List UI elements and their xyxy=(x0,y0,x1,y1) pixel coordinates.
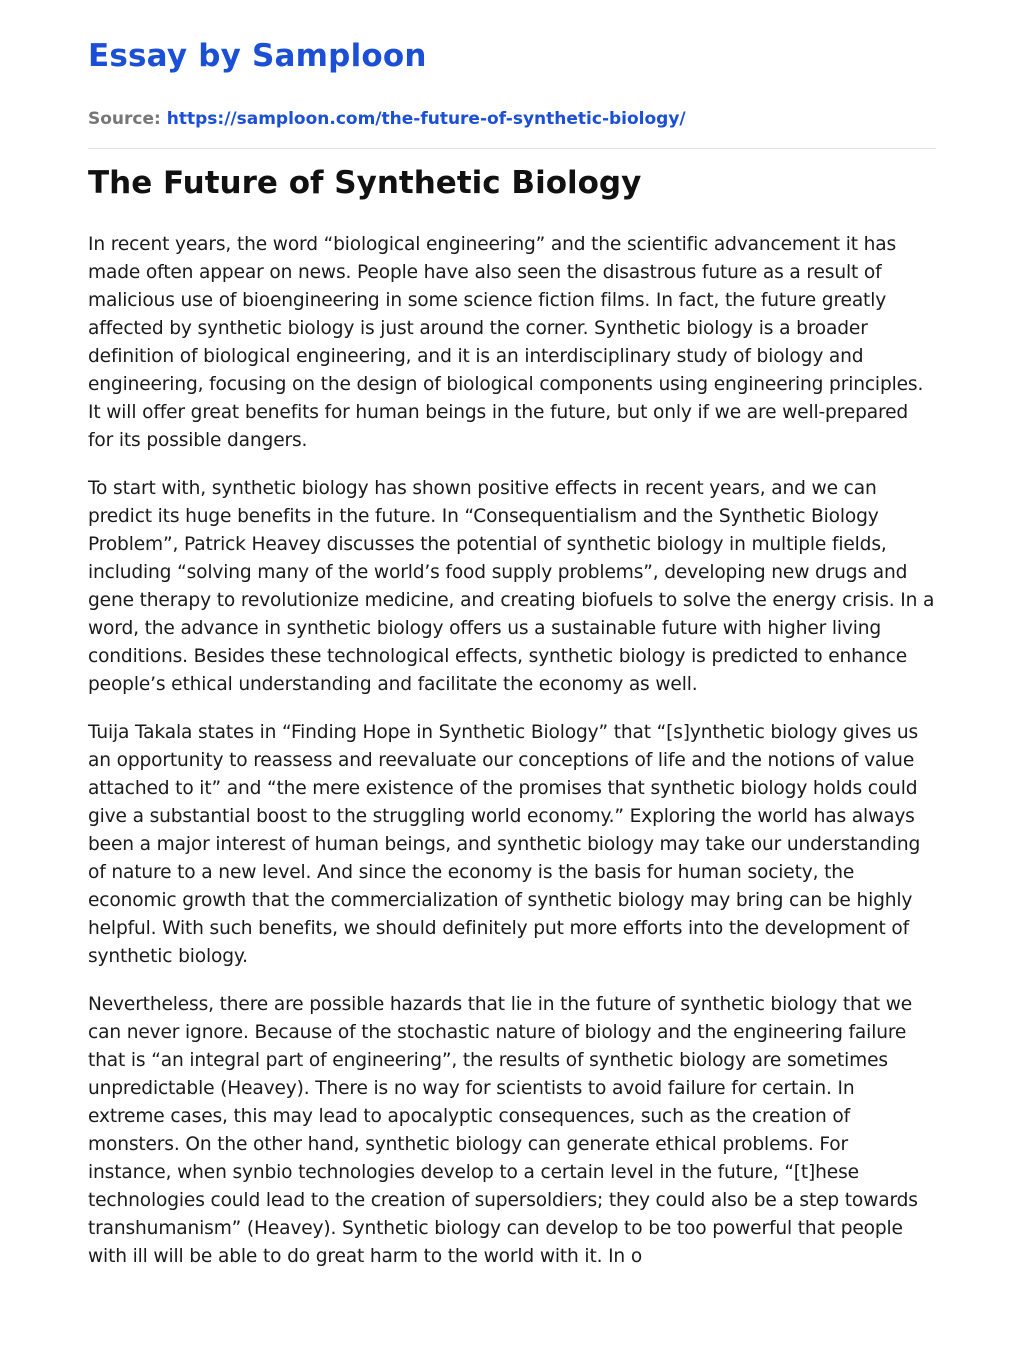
essay-paragraph-3: Tuija Takala states in “Finding Hope in Synthetic Biology” that “[s]ynthetic biology gives us an opportunity to reassess and reevaluate our conceptions of life and the notions of value attached to it” and “the mere existence of the promises that synthetic biology holds could give a substantial boost to the struggling world economy.” Exploring the world has always been a major interest of human beings, and synthetic biology may take our understanding of nature to a new level. And since the economy is the basis for human society, the economic growth that the commercialization of synthetic biology may bring can be highly helpful. With such benefits, we should definitely put more efforts into the development of synthetic biology. xyxy=(88,722,921,967)
essay-paragraph-1: In recent years, the word “biological engineering” and the scientific advancement it has made often appear on news. People have also seen the disastrous future as a result of malicious use of bioengineering in some science fiction films. In fact, the future greatly affected by synthetic biology is just around the corner. Synthetic biology is a broader definition of biological engineering, and it is an interdisciplinary study of biology and engineering, focusing on the design of biological components using engineering principles. It will offer great benefits for human beings in the future, but only if we are well-prepared for its possible dangers. xyxy=(88,234,924,451)
header-divider xyxy=(88,148,936,149)
source-line xyxy=(88,108,936,130)
source-link[interactable]: https://samploon.com/the-future-of-synthetic-biology/ xyxy=(166,109,686,129)
essay-body xyxy=(88,231,936,1271)
site-brand-title: Essay by Samploon xyxy=(88,38,427,74)
source-label: Source: xyxy=(88,109,161,129)
essay-title: The Future of Synthetic Biology xyxy=(88,165,642,201)
essay-paragraph-4: Nevertheless, there are possible hazards that lie in the future of synthetic biology that we can never ignore. Because of the stochastic nature of biology and the engineering failure that is “an integral part of engineering”, the results of synthetic biology are sometimes unpredictable (Heavey). There is no way for scientists to avoid failure for certain. In extreme cases, this may lead to apocalyptic consequences, such as the creation of monsters. On the other hand, synthetic biology can generate ethical problems. For instance, when synbio technologies develop to a certain level in the future, “[t]hese technologies could lead to the creation of supersoldiers; they could also be a step towards transhumanism” (Heavey). Synthetic biology can develop to be too powerful that people with ill will be able to do great harm to the world with it. In o xyxy=(88,994,918,1267)
essay-paragraph-2: To start with, synthetic biology has shown positive effects in recent years, and we can predict its huge benefits in the future. In “Consequentialism and the Synthetic Biology Problem”, Patrick Heavey discusses the potential of synthetic biology in multiple fields, including “solving many of the world’s food supply problems”, developing new drugs and gene therapy to revolutionize medicine, and creating biofuels to solve the energy crisis. In a word, the advance in synthetic biology offers us a sustainable future with higher living conditions. Besides these technological effects, synthetic biology is predicted to enhance people’s ethical understanding and facilitate the economy as well. xyxy=(88,478,935,695)
